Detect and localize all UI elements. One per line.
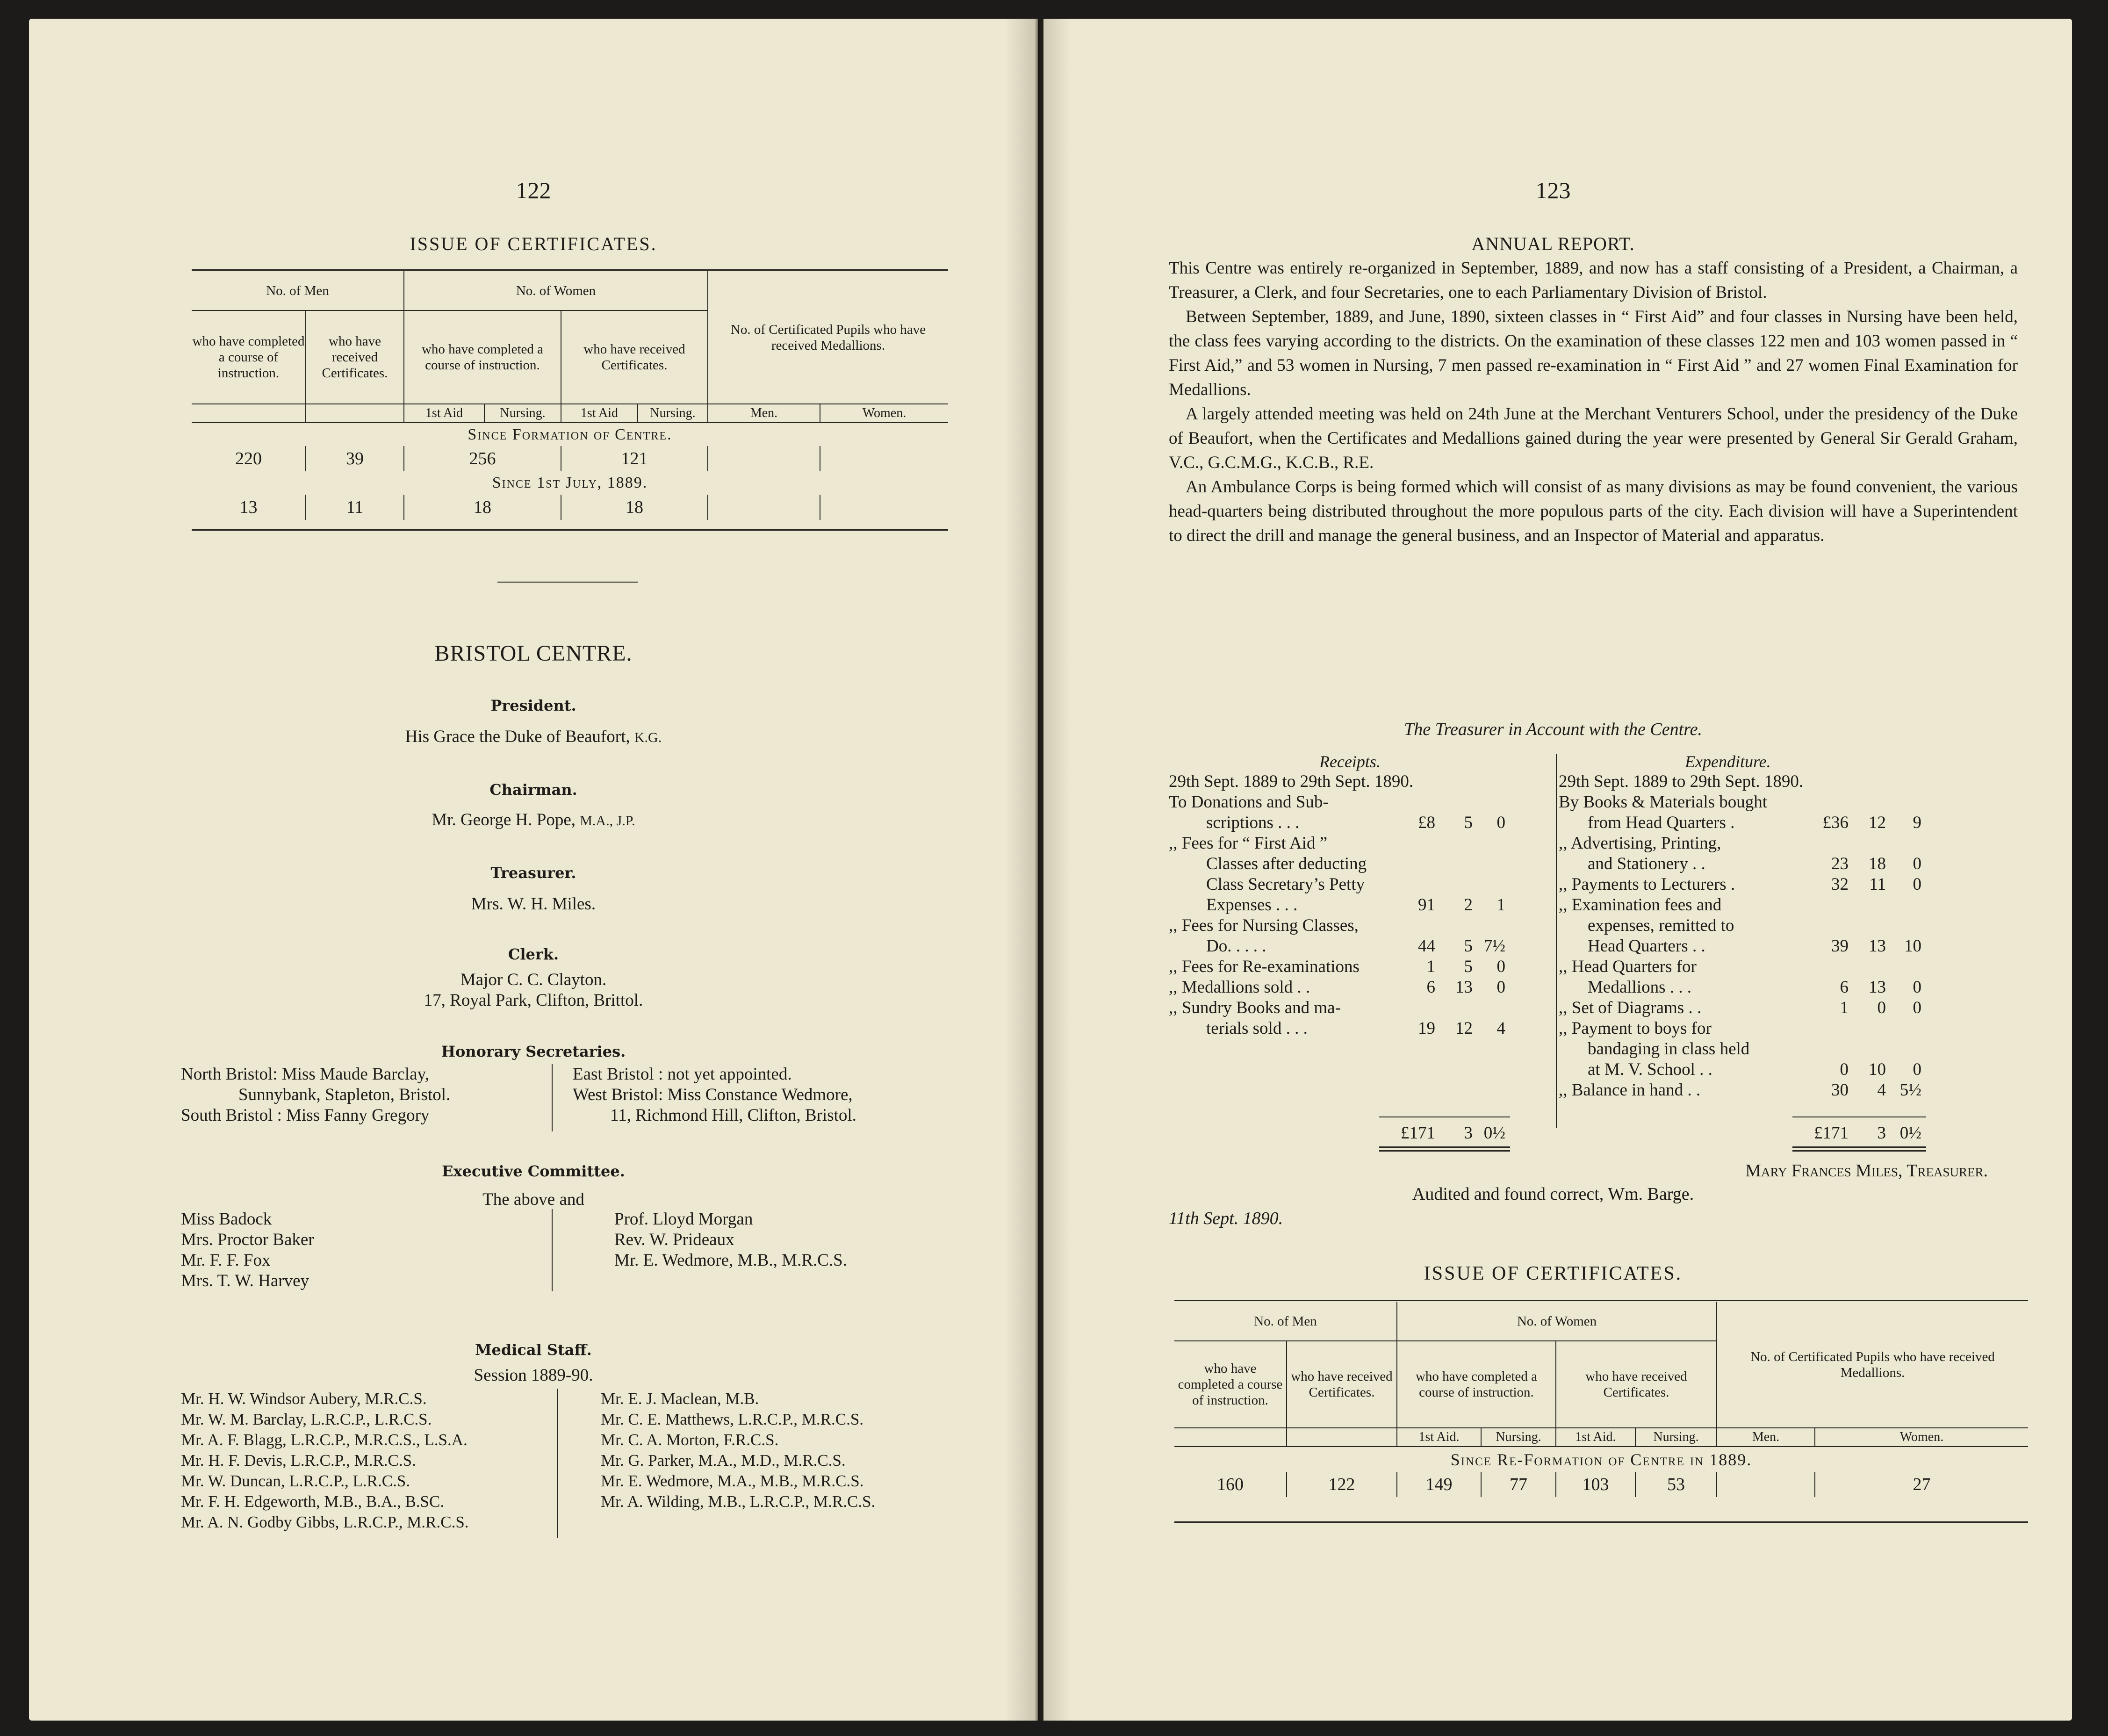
sub-women: Women. xyxy=(862,406,907,420)
treasurer-heading: Treasurer. xyxy=(490,864,576,882)
amount-l: 6 xyxy=(1426,978,1435,997)
president-heading: President. xyxy=(490,697,576,714)
total-l: £171 xyxy=(1814,1124,1849,1143)
chairman-heading: Chairman. xyxy=(489,781,577,799)
total-d: 0½ xyxy=(1899,1124,1921,1143)
amount-l: 91 xyxy=(1418,895,1435,915)
total-rule xyxy=(1792,1146,1926,1148)
list-item: Mr. E. Wedmore, M.A., M.B., M.R.C.S. xyxy=(601,1472,864,1490)
list-item: Mr. W. Duncan, L.R.C.P., L.R.C.S. xyxy=(181,1472,410,1490)
amount-l: 1 xyxy=(1426,957,1435,976)
amount-s: 0 xyxy=(1877,998,1886,1017)
paragraph: This Centre was entirely re-organized in September, 1889, and now has a staff consisting of a President, a Chairman, a Treasurer, a Clerk, and four Secretaries, one to each Parliamentary Division of Bristol. xyxy=(1169,259,2018,302)
amount-d: 7½ xyxy=(1483,936,1505,956)
amount-l: 1 xyxy=(1840,998,1849,1017)
total-rule xyxy=(1379,1146,1510,1148)
audited-statement: Audited and found correct, Wm. Barge. xyxy=(1412,1184,1694,1204)
sub-1st-aid: 1st Aid. xyxy=(1556,1428,1635,1447)
account-line: To Donations and Sub- xyxy=(1169,792,1329,812)
treasurer-name: Mrs. W. H. Miles. xyxy=(471,894,596,914)
column-divider xyxy=(552,1064,553,1131)
table-cell: 160 xyxy=(1174,1472,1287,1497)
amount-d: 5½ xyxy=(1899,1080,1921,1100)
list-item: 11, Richmond Hill, Clifton, Bristol. xyxy=(610,1106,856,1125)
executive-heading: Executive Committee. xyxy=(442,1162,625,1180)
header-women-received: who have received Certificates. xyxy=(1556,1341,1717,1428)
header-men-completed: who have completed a course of instruction. xyxy=(192,310,306,404)
clerk-address: 17, Royal Park, Clifton, Brittol. xyxy=(424,991,643,1010)
total-rule xyxy=(1379,1150,1510,1152)
centre-title: BRISTOL CENTRE. xyxy=(434,641,633,666)
table-cell xyxy=(1717,1472,1815,1497)
table-cell: 256 xyxy=(404,446,561,471)
list-item: Mr. W. M. Barclay, L.R.C.P., L.R.C.S. xyxy=(181,1410,432,1428)
row-label: Since Formation of Centre. xyxy=(468,425,672,443)
table-cell: 13 xyxy=(192,495,306,520)
list-item: Mr. G. Parker, M.A., M.D., M.R.C.S. xyxy=(601,1451,846,1469)
president-name: His Grace the Duke of Beaufort, K.G. xyxy=(405,727,662,746)
amount-d: 0 xyxy=(1496,978,1505,997)
total-rule xyxy=(1792,1150,1926,1152)
list-item: Mr. C. E. Matthews, L.R.C.P., M.R.C.S. xyxy=(601,1410,864,1428)
session: Session 1889-90. xyxy=(474,1366,593,1385)
header-women-completed: who have completed a course of instruction. xyxy=(1397,1341,1556,1428)
amount-d: 0 xyxy=(1496,957,1505,976)
header-women-completed: who have completed a course of instruction. xyxy=(404,310,561,404)
report-date: 11th Sept. 1890. xyxy=(1169,1209,1283,1228)
certificates-table xyxy=(192,271,948,520)
account-line: ,, Fees for Re-examinations xyxy=(1169,957,1360,976)
amount-d: 10 xyxy=(1904,936,1921,956)
column-divider xyxy=(557,1389,558,1538)
row-label: Since 1st July, 1889. xyxy=(492,474,648,491)
treasurer-signature: Mary Frances Miles, Treasurer. xyxy=(1745,1161,1988,1181)
table-cell: 18 xyxy=(561,495,708,520)
account-line: ,, Payments to Lecturers . xyxy=(1559,875,1735,894)
hon-sec-left xyxy=(181,1064,450,1126)
account-title: The Treasurer in Account with the Centre. xyxy=(1404,720,1702,739)
amount-s: 11 xyxy=(1869,875,1886,894)
certificates-table xyxy=(1174,1302,2028,1497)
header-women-received: who have received Certificates. xyxy=(561,310,708,404)
account-line: Do. . . . . xyxy=(1206,936,1266,956)
account-line: from Head Quarters . xyxy=(1588,813,1735,832)
amount-d: 9 xyxy=(1913,813,1921,832)
total-l: £171 xyxy=(1401,1124,1435,1143)
account-line: at M. V. School . . xyxy=(1588,1060,1712,1079)
paragraph: An Ambulance Corps is being formed which will consist of as many divisions as may be found convenient, the various head-quarters being distributed throughout the more populous parts of the city. Each division will have a Superintendent to direct the drill and manage the general business, and an Inspector of Material and apparatus. xyxy=(1169,477,2018,545)
receipts-period: 29th Sept. 1889 to 29th Sept. 1890. xyxy=(1169,772,1414,791)
list-item: Prof. Lloyd Morgan xyxy=(614,1210,753,1229)
header-medallions: No. of Certificated Pupils who have received Medallions. xyxy=(1750,1349,1995,1380)
account-line: ,, Examination fees and xyxy=(1559,895,1722,915)
table-cell: 39 xyxy=(306,446,404,471)
report-body xyxy=(1169,256,2018,548)
amount-d: 0 xyxy=(1496,813,1505,832)
amount-l: £8 xyxy=(1418,813,1435,832)
list-item: Mrs. T. W. Harvey xyxy=(181,1271,309,1290)
amount-d: 0 xyxy=(1913,1060,1921,1079)
sub-women: Women. xyxy=(1899,1430,1944,1444)
amount-s: 18 xyxy=(1869,854,1886,873)
account-line: terials sold . . . xyxy=(1206,1019,1308,1038)
chairman-name: Mr. George H. Pope, M.A., J.P. xyxy=(432,810,635,829)
executive-intro: The above and xyxy=(482,1190,584,1209)
amount-s: 12 xyxy=(1455,1019,1473,1038)
table-cell: 27 xyxy=(1913,1475,1931,1494)
amount-s: 4 xyxy=(1877,1080,1886,1100)
sub-nursing: Nursing. xyxy=(1635,1428,1717,1447)
list-item: Mr. F. H. Edgeworth, M.B., B.A., B.SC. xyxy=(181,1492,445,1511)
amount-l: 30 xyxy=(1831,1080,1849,1100)
header-men-received: who have received Certificates. xyxy=(306,310,404,404)
table-cell: 103 xyxy=(1556,1472,1635,1497)
amount-d: 4 xyxy=(1496,1019,1505,1038)
amount-d: 1 xyxy=(1496,895,1505,915)
amount-l: 44 xyxy=(1418,936,1435,956)
header-men-received: who have received Certificates. xyxy=(1287,1341,1397,1428)
list-item: Mr. E. Wedmore, M.B., M.R.C.S. xyxy=(614,1251,847,1270)
amount-l: 39 xyxy=(1831,936,1849,956)
right-page xyxy=(1043,19,2072,1721)
list-item: Sunnybank, Stapleton, Bristol. xyxy=(238,1085,451,1104)
table-bottom-rule xyxy=(192,529,948,531)
header-men-completed: who have completed a course of instruction. xyxy=(1174,1341,1287,1428)
amount-s: 5 xyxy=(1464,936,1473,956)
amount-s: 12 xyxy=(1869,813,1886,832)
list-item: East Bristol : not yet appointed. xyxy=(573,1065,792,1084)
table-cell: 77 xyxy=(1481,1472,1556,1497)
certificates-title: ISSUE OF CERTIFICATES. xyxy=(410,233,657,254)
account-line: By Books & Materials bought xyxy=(1559,792,1768,812)
account-line: Medallions . . . xyxy=(1588,978,1691,997)
row-label: Since Re-Formation of Centre in 1889. xyxy=(1450,1450,1752,1469)
list-item: Mr. F. F. Fox xyxy=(181,1251,271,1270)
sub-men: Men. xyxy=(708,404,820,423)
medical-left xyxy=(181,1389,469,1533)
amount-l: 19 xyxy=(1418,1019,1435,1038)
amount-s: 13 xyxy=(1869,936,1886,956)
total-d: 0½ xyxy=(1483,1124,1505,1143)
account-line: Classes after deducting xyxy=(1206,854,1367,873)
account-line: ,, Head Quarters for xyxy=(1559,957,1697,976)
page-number: 123 xyxy=(1535,177,1571,203)
list-item: Mr. A. F. Blagg, L.R.C.P., M.R.C.S., L.S.A. xyxy=(181,1431,468,1449)
table-cell: 220 xyxy=(192,446,306,471)
column-divider xyxy=(1556,754,1557,1128)
expenditure-heading: Expenditure. xyxy=(1685,752,1771,771)
list-item: Rev. W. Prideaux xyxy=(614,1230,734,1249)
clerk-name: Major C. C. Clayton. xyxy=(460,970,607,989)
amount-d: 0 xyxy=(1913,854,1921,873)
amount-s: 5 xyxy=(1464,957,1473,976)
report-title: ANNUAL REPORT. xyxy=(1471,233,1635,254)
account-line: Class Secretary’s Petty xyxy=(1206,875,1365,894)
account-line: ,, Payment to boys for xyxy=(1559,1019,1712,1038)
divider xyxy=(497,582,638,583)
account-line: ,, Balance in hand . . xyxy=(1559,1080,1701,1100)
list-item: South Bristol : Miss Fanny Gregory xyxy=(181,1106,430,1125)
list-item: Mr. H. W. Windsor Aubery, M.R.C.S. xyxy=(181,1390,427,1408)
amount-s: 2 xyxy=(1464,895,1473,915)
amount-l: 0 xyxy=(1840,1060,1849,1079)
total-s: 3 xyxy=(1877,1124,1886,1143)
list-item: Miss Badock xyxy=(181,1210,272,1229)
list-item: Mrs. Proctor Baker xyxy=(181,1230,314,1249)
executive-right xyxy=(614,1209,847,1271)
sub-1st-aid: 1st Aid xyxy=(561,404,638,423)
account-line: ,, Sundry Books and ma- xyxy=(1169,998,1341,1017)
receipts-heading: Receipts. xyxy=(1319,752,1381,771)
total-s: 3 xyxy=(1464,1124,1473,1143)
account-line: ,, Advertising, Printing, xyxy=(1559,834,1721,853)
account-line: scriptions . . . xyxy=(1206,813,1300,832)
amount-d: 0 xyxy=(1913,875,1921,894)
list-item: Mr. A. Wilding, M.B., L.R.C.P., M.R.C.S. xyxy=(601,1492,876,1511)
amount-s: 10 xyxy=(1869,1060,1886,1079)
page-number: 122 xyxy=(516,177,551,203)
sub-1st-aid: 1st Aid xyxy=(404,404,484,423)
list-item: West Bristol: Miss Constance Wedmore, xyxy=(573,1085,853,1104)
amount-l: 23 xyxy=(1831,854,1849,873)
left-page xyxy=(29,19,1038,1721)
sub-nursing: Nursing. xyxy=(484,404,561,423)
account-line: ,, Fees for “ First Aid ” xyxy=(1169,834,1328,853)
account-line: ,, Fees for Nursing Classes, xyxy=(1169,916,1359,935)
header-medallions: No. of Certificated Pupils who have received Medallions. xyxy=(730,322,926,353)
table-cell: 122 xyxy=(1287,1472,1397,1497)
certificates-title: ISSUE OF CERTIFICATES. xyxy=(1424,1263,1683,1284)
header-no-women: No. of Women xyxy=(404,271,708,310)
book-gutter xyxy=(1005,19,1071,1721)
executive-left xyxy=(181,1209,314,1291)
account-line: ,, Set of Diagrams . . xyxy=(1559,998,1702,1017)
header-no-men: No. of Men xyxy=(192,271,404,310)
expenditure-period: 29th Sept. 1889 to 29th Sept. 1890. xyxy=(1559,772,1804,791)
amount-s: 13 xyxy=(1455,978,1473,997)
account-line: ,, Medallions sold . . xyxy=(1169,978,1310,997)
header-no-women: No. of Women xyxy=(1397,1302,1717,1341)
sub-men: Men. xyxy=(1717,1428,1815,1447)
sub-1st-aid: 1st Aid. xyxy=(1397,1428,1481,1447)
amount-l: 6 xyxy=(1840,978,1849,997)
amount-l: £36 xyxy=(1822,813,1849,832)
hon-sec-heading: Honorary Secretaries. xyxy=(441,1043,626,1060)
account-line: Expenses . . . xyxy=(1206,895,1298,915)
clerk-heading: Clerk. xyxy=(508,945,559,963)
header-no-men: No. of Men xyxy=(1174,1302,1397,1341)
amount-l: 32 xyxy=(1831,875,1849,894)
table-cell: 11 xyxy=(306,495,404,520)
list-item: Mr. C. A. Morton, F.R.C.S. xyxy=(601,1431,779,1449)
column-divider xyxy=(552,1209,553,1291)
paragraph: A largely attended meeting was held on 24th June at the Merchant Venturers School, under the presidency of the Duke of Beaufort, when the Certificates and Medallions gained during the year were presented by General Sir Gerald Graham, V.C., G.C.M.G., K.C.B., R.E. xyxy=(1169,404,2018,472)
medical-heading: Medical Staff. xyxy=(475,1341,592,1359)
account-line: and Stationery . . xyxy=(1588,854,1705,873)
table-top-rule xyxy=(192,269,948,271)
amount-d: 0 xyxy=(1913,978,1921,997)
account-line: expenses, remitted to xyxy=(1588,916,1734,935)
account-line: bandaging in class held xyxy=(1588,1039,1750,1059)
amount-s: 5 xyxy=(1464,813,1473,832)
hon-sec-right xyxy=(573,1064,856,1126)
table-bottom-rule xyxy=(1174,1521,2028,1523)
amount-d: 0 xyxy=(1913,998,1921,1017)
list-item: Mr. H. F. Devis, L.R.C.P., M.R.C.S. xyxy=(181,1451,416,1469)
amount-s: 13 xyxy=(1869,978,1886,997)
medical-right xyxy=(601,1389,875,1512)
table-cell: 53 xyxy=(1635,1472,1717,1497)
paragraph: Between September, 1889, and June, 1890, sixteen classes in “ First Aid” and four classes in Nursing have been held, the class fees varying according to the districts. On the examination of these classes 122 men and 103 women passed in “ First Aid,” and 53 women in Nursing, 7 men passed re-examination in “ First Aid ” and 27 women Final Examination for Medallions. xyxy=(1169,307,2018,399)
table-cell: 18 xyxy=(404,495,561,520)
list-item: Mr. A. N. Godby Gibbs, L.R.C.P., M.R.C.S. xyxy=(181,1513,469,1531)
sub-nursing: Nursing. xyxy=(1481,1428,1556,1447)
list-item: North Bristol: Miss Maude Barclay, xyxy=(181,1065,429,1084)
sub-nursing: Nursing. xyxy=(638,404,708,423)
account-line: Head Quarters . . xyxy=(1588,936,1705,956)
table-cell: 149 xyxy=(1397,1472,1481,1497)
table-top-rule xyxy=(1174,1300,2028,1301)
table-cell: 121 xyxy=(561,446,708,471)
list-item: Mr. E. J. Maclean, M.B. xyxy=(601,1390,759,1408)
